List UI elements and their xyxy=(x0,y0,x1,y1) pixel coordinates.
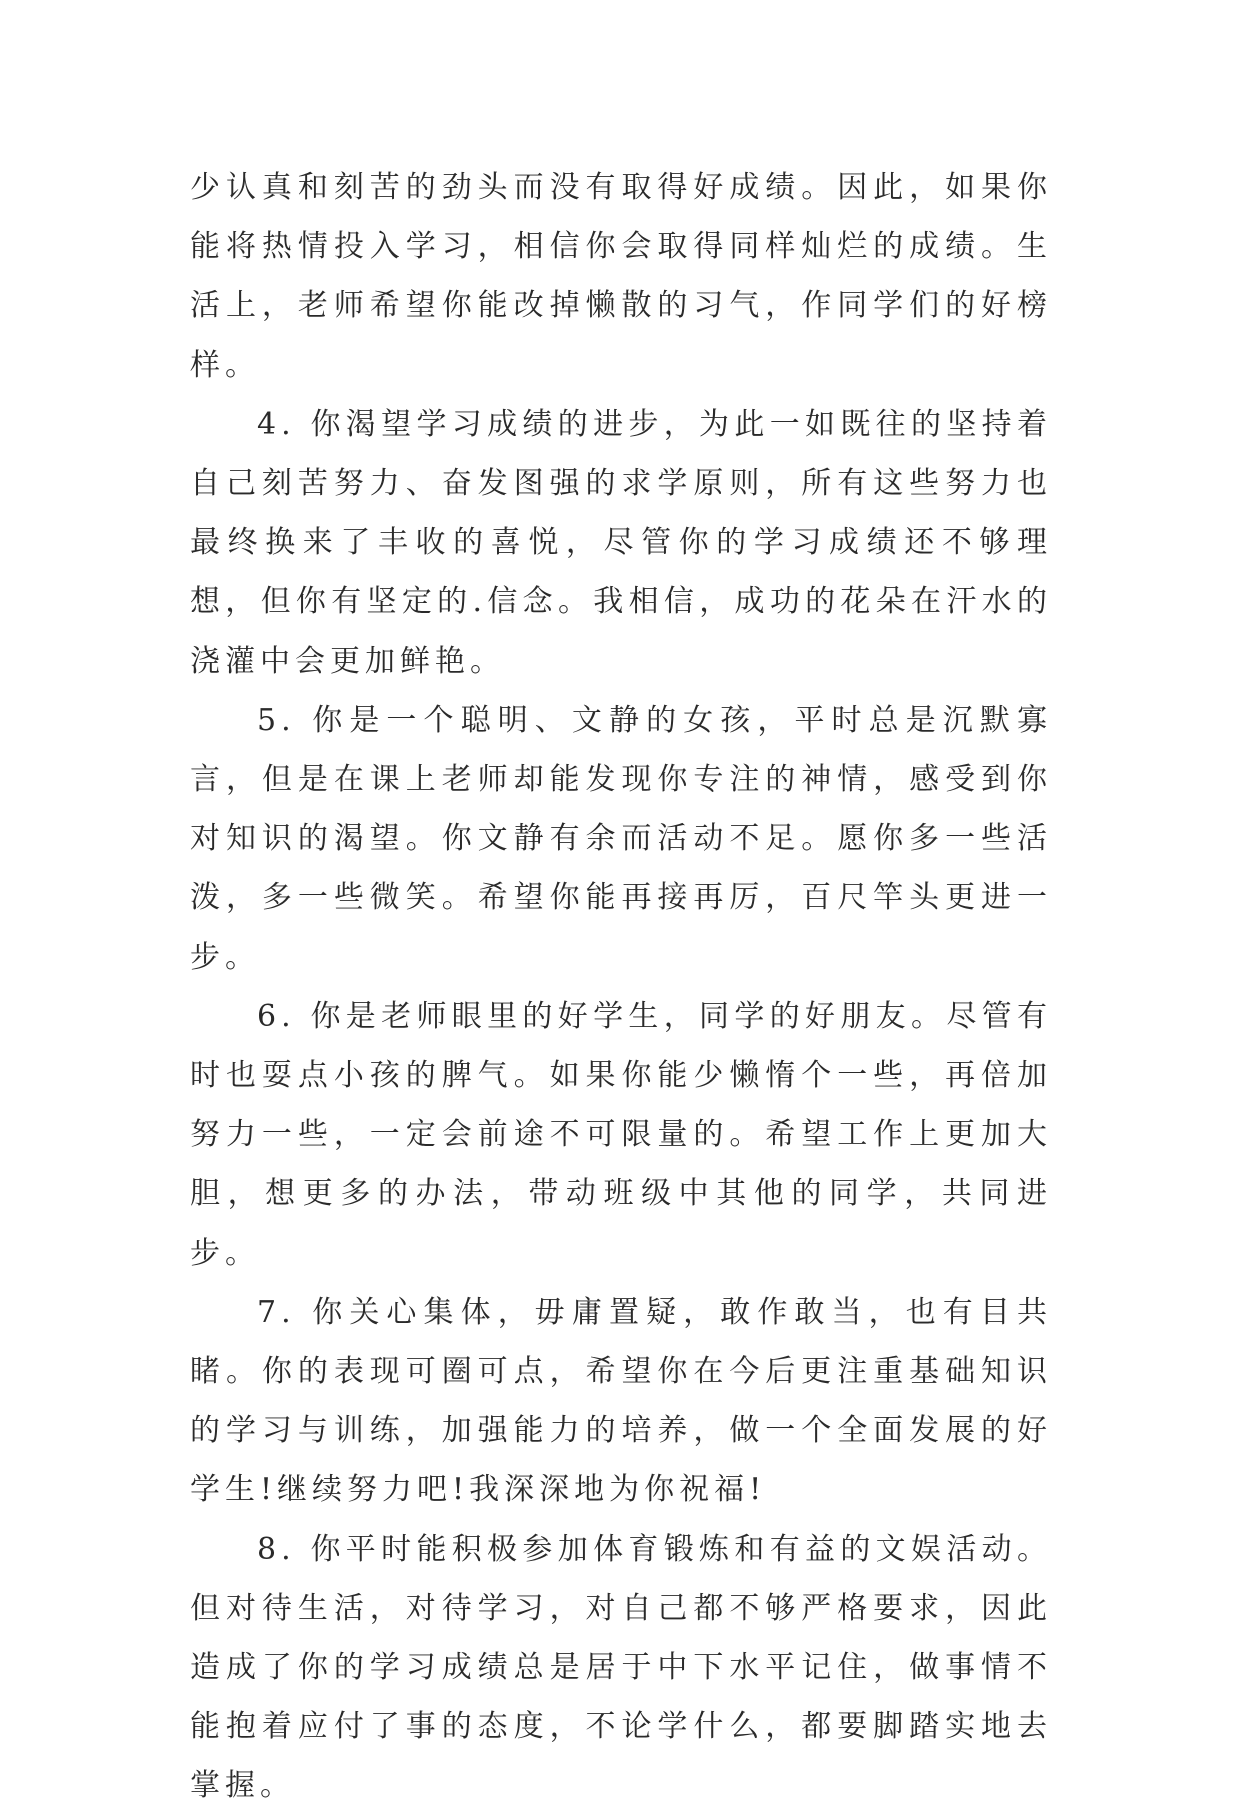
paragraph-item-7: 7. 你关心集体，毋庸置疑，敢作敢当，也有目共睹。你的表现可圈可点，希望你在今后更注重基础知识的学习与训练，加强能力的培养，做一个全面发展的好学生!继续努力吧!我深深地为你祝福! xyxy=(190,1294,1052,1508)
paragraph-item-4: 4. 你渴望学习成绩的进步，为此一如既往的坚持着自己刻苦努力、奋发图强的求学原则，所有这些努力也最终换来了丰收的喜悦，尽管你的学习成绩还不够理想，但你有坚定的.信念。我相信，成功的花朵在汗水的浇灌中会更加鲜艳。 xyxy=(190,406,1052,679)
paragraph-item-8: 8. 你平时能积极参加体育锻炼和有益的文娱活动。但对待生活，对待学习，对自己都不够严格要求，因此造成了你的学习成绩总是居于中下水平记住，做事情不能抱着应付了事的态度，不论学什么，都要脚踏实地去掌握。 xyxy=(190,1531,1052,1804)
paragraph-continuation: 少认真和刻苦的劲头而没有取得好成绩。因此，如果你能将热情投入学习，相信你会取得同样灿烂的成绩。生活上，老师希望你能改掉懒散的习气，作同学们的好榜样。 xyxy=(190,170,1052,383)
paragraph-item-5: 5. 你是一个聪明、文静的女孩，平时总是沉默寡言，但是在课上老师却能发现你专注的神情，感受到你对知识的渴望。你文静有余而活动不足。愿你多一些活泼，多一些微笑。希望你能再接再厉，百尺竿头更进一步。 xyxy=(190,702,1052,975)
paragraph-item-6: 6. 你是老师眼里的好学生，同学的好朋友。尽管有时也耍点小孩的脾气。如果你能少懒惰个一些，再倍加努力一些，一定会前途不可限量的。希望工作上更加大胆，想更多的办法，带动班级中其他的同学，共同进步。 xyxy=(190,998,1052,1271)
document-body xyxy=(190,158,1052,1816)
